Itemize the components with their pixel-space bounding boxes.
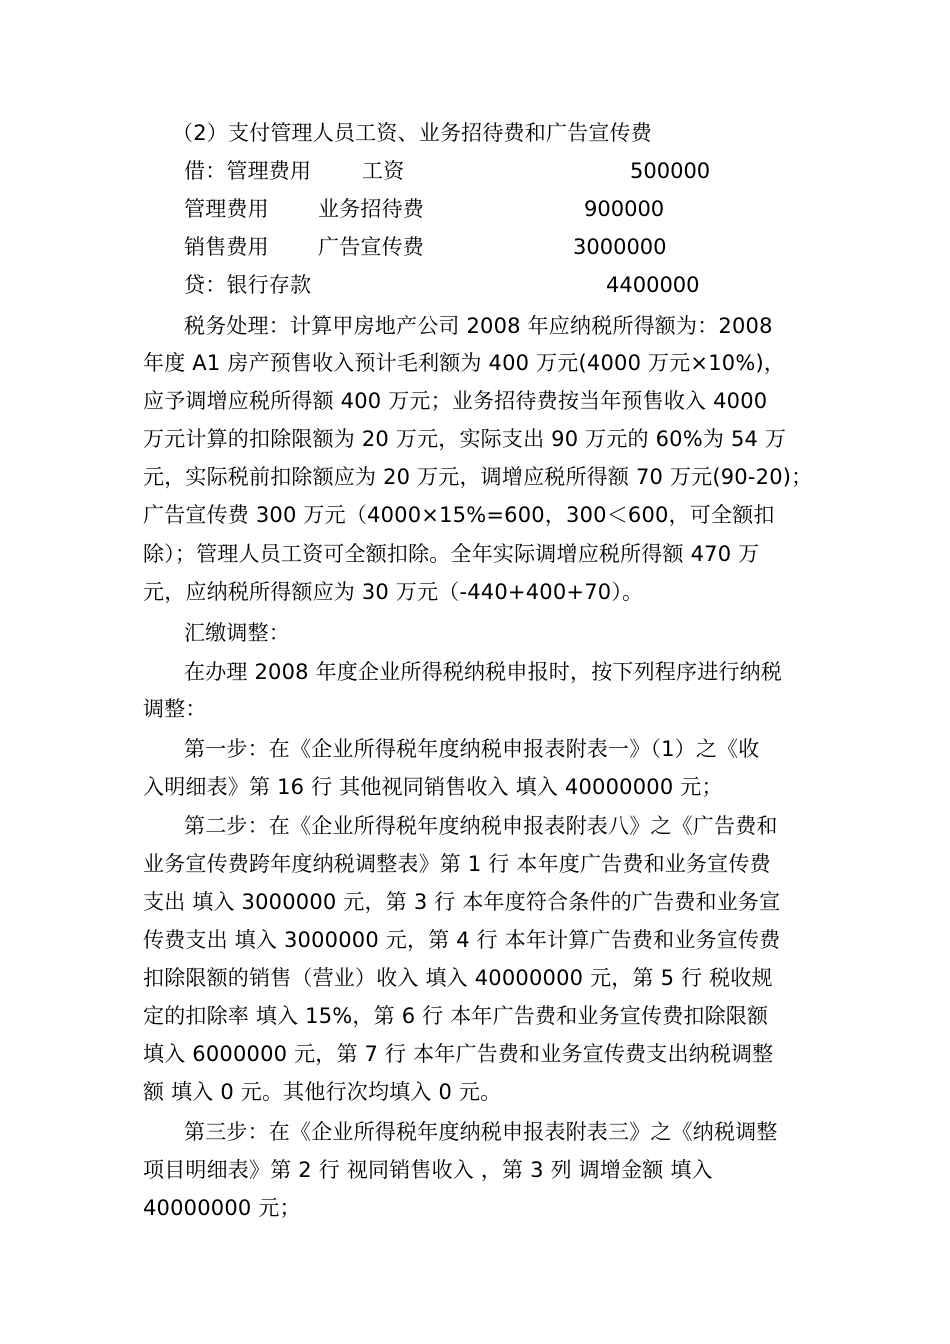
step2-line: 额 填入 0 元。其他行次均填入 0 元。 bbox=[143, 1080, 502, 1104]
entry-row-2-amount: 900000 bbox=[584, 197, 665, 221]
tax-line: 元，应纳税所得额应为 30 万元（-440+400+70）。 bbox=[143, 580, 644, 604]
step3-line: 第三步：在《企业所得税年度纳税申报表附表三》之《纳税调整 bbox=[184, 1120, 778, 1144]
entry-row-credit-amount: 4400000 bbox=[606, 273, 700, 297]
entry-row-credit-account: 贷：银行存款 bbox=[184, 273, 312, 297]
tax-line: 元，实际税前扣除额应为 20 万元，调增应税所得额 70 万元(90-20)； bbox=[143, 465, 813, 489]
tax-line: 税务处理：计算甲房地产公司 2008 年应纳税所得额为：2008 bbox=[184, 314, 773, 338]
adjust-intro-line: 调整： bbox=[143, 697, 207, 721]
adjust-intro-line: 在办理 2008 年度企业所得税纳税申报时，按下列程序进行纳税 bbox=[184, 660, 782, 684]
step2-line: 填入 6000000 元，第 7 行 本年广告费和业务宣传费支出纳税调整 bbox=[143, 1042, 774, 1066]
step2-line: 第二步：在《企业所得税年度纳税申报表附表八》之《广告费和 bbox=[184, 814, 778, 838]
entry-row-debit-account: 借：管理费用 bbox=[184, 159, 312, 183]
entry-row-3-amount: 3000000 bbox=[573, 235, 667, 259]
step3-line: 40000000 元； bbox=[143, 1196, 301, 1220]
step2-line: 支出 填入 3000000 元，第 3 行 本年度符合条件的广告费和业务宣 bbox=[143, 890, 781, 914]
entry-row-3-sub: 广告宣传费 bbox=[318, 235, 424, 259]
tax-line: 广告宣传费 300 万元（4000×15%=600，300＜600，可全额扣 bbox=[143, 503, 775, 527]
step2-line: 扣除限额的销售（营业）收入 填入 40000000 元，第 5 行 税收规 bbox=[143, 966, 773, 990]
adjust-heading: 汇缴调整： bbox=[184, 621, 290, 645]
tax-line: 万元计算的扣除限额为 20 万元，实际支出 90 万元的 60%为 54 万 bbox=[143, 427, 787, 451]
step1-line: 入明细表》第 16 行 其他视同销售收入 填入 40000000 元； bbox=[143, 775, 723, 799]
tax-line: 年度 A1 房产预售收入预计毛利额为 400 万元(4000 万元×10%)， bbox=[143, 351, 786, 375]
entry-title: （2）支付管理人员工资、业务招待费和广告宣传费 bbox=[172, 121, 652, 145]
entry-row-3-account: 销售费用 bbox=[184, 235, 269, 259]
step2-line: 业务宣传费跨年度纳税调整表》第 1 行 本年度广告费和业务宣传费 bbox=[143, 852, 771, 876]
step3-line: 项目明细表》第 2 行 视同销售收入 ，第 3 列 调增金额 填入 bbox=[143, 1158, 713, 1182]
step2-line: 定的扣除率 填入 15%，第 6 行 本年广告费和业务宣传费扣除限额 bbox=[143, 1004, 769, 1028]
tax-line: 除）；管理人员工资可全额扣除。全年实际调增应税所得额 470 万 bbox=[143, 542, 760, 566]
entry-row-debit-amount: 500000 bbox=[630, 159, 711, 183]
entry-row-debit-sub: 工资 bbox=[362, 159, 405, 183]
step2-line: 传费支出 填入 3000000 元，第 4 行 本年计算广告费和业务宣传费 bbox=[143, 928, 781, 952]
entry-row-2-account: 管理费用 bbox=[184, 197, 269, 221]
entry-row-2-sub: 业务招待费 bbox=[318, 197, 424, 221]
tax-line: 应予调增应税所得额 400 万元；业务招待费按当年预售收入 4000 bbox=[143, 389, 768, 413]
step1-line: 第一步：在《企业所得税年度纳税申报表附表一》（1）之《收 bbox=[184, 737, 760, 761]
